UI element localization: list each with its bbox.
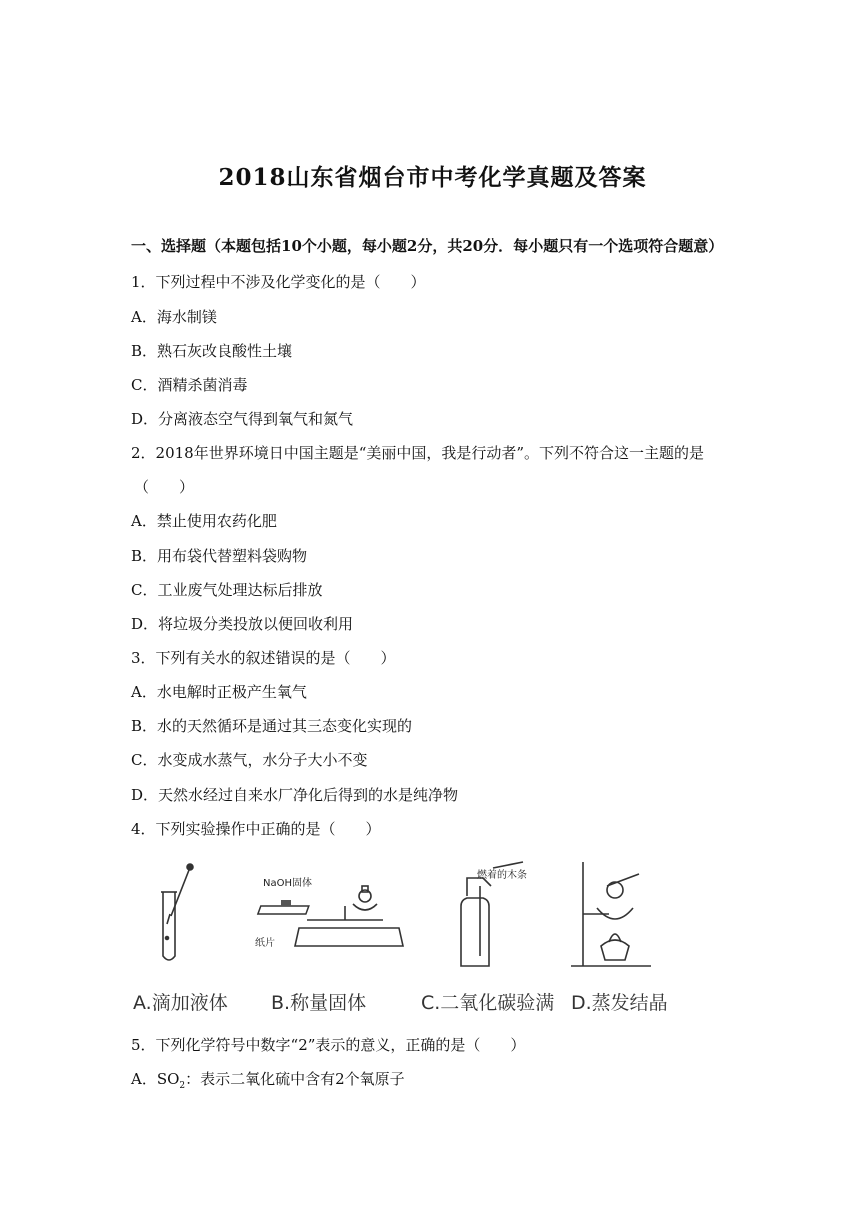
- figure-label-c: C.二氧化碳验满: [421, 992, 555, 1014]
- question-3-option-b: B．水的天然循环是通过其三态变化实现的: [131, 717, 413, 735]
- question-3-option-d: D．天然水经过自来水厂净化后得到的水是纯净物: [131, 786, 459, 804]
- question-5-option-a-prefix: A．SO: [131, 1070, 180, 1088]
- page-title: 2018山东省烟台市中考化学真题及答案: [218, 164, 647, 191]
- lab-apparatus-illustration: [131, 856, 671, 986]
- question-3-stem: 3．下列有关水的叙述错误的是（ ）: [131, 649, 396, 667]
- evaporation-stand-icon: [571, 862, 651, 966]
- question-5-option-a-subscript: 2: [179, 1081, 186, 1091]
- question-2-option-b: B．用布袋代替塑料袋购物: [131, 547, 308, 565]
- question-3-option-a: A．水电解时正极产生氧气: [131, 683, 307, 701]
- question-4-stem: 4．下列实验操作中正确的是（ ）: [131, 820, 381, 838]
- question-2-option-d: D．将垃圾分类投放以便回收利用: [131, 615, 354, 633]
- question-1-option-a: A．海水制镁: [131, 308, 217, 326]
- question-3-option-c: C．水变成水蒸气，水分子大小不变: [131, 751, 368, 769]
- balance-icon: [258, 886, 403, 946]
- question-1-stem: 1．下列过程中不涉及化学变化的是（ ）: [131, 273, 426, 291]
- figure-label-d: D.蒸发结晶: [571, 992, 668, 1014]
- question-2-option-c: C．工业废气处理达标后排放: [131, 581, 323, 599]
- question-2-stem-cont: （ ）: [134, 478, 195, 496]
- question-2-stem: 2．2018年世界环境日中国主题是“美丽中国，我是行动者”。下列不符合这一主题的是: [131, 444, 705, 462]
- lab-operations-figure: [131, 856, 671, 1026]
- paper-annotation: 纸片: [255, 938, 275, 949]
- question-5-option-a-rest: ：表示二氧化硫中含有2个氧原子: [185, 1070, 405, 1088]
- question-5-option-a: [131, 1068, 405, 1091]
- test-tube-dropper-icon: [161, 864, 193, 960]
- figure-label-b: B.称量固体: [271, 992, 367, 1014]
- section-header: 一、选择题（本题包括10个小题，每小题2分，共20分．每小题只有一个选项符合题意）: [131, 237, 724, 255]
- question-1-option-b: B．熟石灰改良酸性土壤: [131, 342, 293, 360]
- naoh-annotation: NaOH固体: [263, 878, 312, 889]
- splint-annotation: 燃着的木条: [477, 870, 527, 881]
- question-5-stem: 5．下列化学符号中数字“2”表示的意义，正确的是（ ）: [131, 1036, 526, 1054]
- question-2-option-a: A．禁止使用农药化肥: [131, 512, 277, 530]
- figure-label-a: A.滴加液体: [133, 992, 228, 1014]
- question-1-option-c: C．酒精杀菌消毒: [131, 376, 248, 394]
- question-1-option-d: D．分离液态空气得到氧气和氮气: [131, 410, 354, 428]
